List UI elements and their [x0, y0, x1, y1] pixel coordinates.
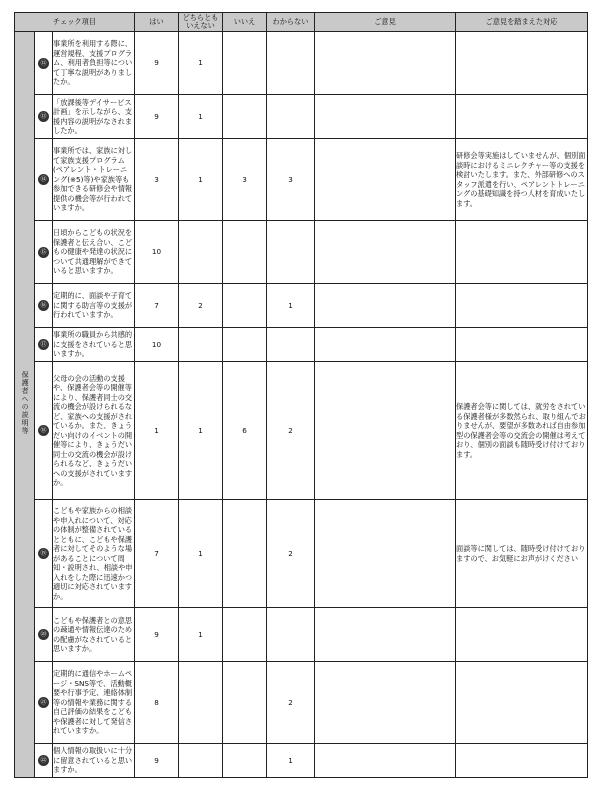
table-row	[15, 139, 588, 221]
response-cell	[456, 221, 588, 284]
item-number	[35, 221, 53, 284]
header-opinion: ご意見	[315, 13, 456, 32]
count-neither: 1	[179, 500, 223, 608]
count-unknown	[267, 95, 315, 139]
count-yes: 7	[135, 284, 179, 328]
item-number-badge: ⑱	[38, 425, 49, 436]
item-text: 個人情報の取扱いに十分に留意されていると思いますか。	[53, 744, 135, 778]
count-unknown	[267, 221, 315, 284]
item-text: 日頃からこどもの状況を保護者と伝え合い、こどもの健康や発達の状況について共通理解ができていると思いますか。	[53, 221, 135, 284]
item-number	[35, 95, 53, 139]
count-neither: 1	[179, 139, 223, 221]
table-row	[15, 608, 588, 662]
count-no	[223, 744, 267, 778]
header-neither: どちらとも いえない	[179, 13, 223, 32]
table-row	[15, 744, 588, 778]
count-neither: 1	[179, 608, 223, 662]
table-row	[15, 221, 588, 284]
item-text: 父母の会の活動の支援や、保護者会等の開催等により、保護者同士の交流の機会が設けられるなど、家族への支援がされているか。また、きょうだい向けのイベントの開催等により、きょうだい同士の交流の機会が設けられるなど、きょうだいへの支援がされていますか。	[53, 362, 135, 500]
count-neither	[179, 662, 223, 744]
header-row	[15, 13, 588, 32]
item-text: 事業所では、家族に対して家族支援プログラム(ペアレント・トレーニング(※5)等)や家族等も参加できる研修会や情報提供の機会等が行われていますか。	[53, 139, 135, 221]
table-row	[15, 284, 588, 328]
count-no	[223, 32, 267, 95]
opinion-cell	[315, 662, 456, 744]
count-unknown	[267, 32, 315, 95]
count-no: 6	[223, 362, 267, 500]
table-row	[15, 32, 588, 95]
item-number	[35, 362, 53, 500]
response-cell	[456, 328, 588, 362]
header-response: ご意見を踏まえた対応	[456, 13, 588, 32]
count-neither: 1	[179, 95, 223, 139]
table-row	[15, 362, 588, 500]
count-unknown: 2	[267, 662, 315, 744]
item-number	[35, 744, 53, 778]
count-yes: 1	[135, 362, 179, 500]
response-cell: 面談等に関しては、随時受け付けておりますので、お気軽にお声がけください	[456, 500, 588, 608]
response-cell	[456, 32, 588, 95]
header-item: チェック項目	[15, 13, 135, 32]
count-yes: 10	[135, 221, 179, 284]
count-no	[223, 662, 267, 744]
item-number-badge: ⑰	[38, 339, 49, 350]
header-unknown: わからない	[267, 13, 315, 32]
count-yes: 9	[135, 608, 179, 662]
count-yes: 8	[135, 662, 179, 744]
count-neither: 1	[179, 32, 223, 95]
count-neither: 1	[179, 362, 223, 500]
header-no: いいえ	[223, 13, 267, 32]
item-text: 事業所の職員から共感的に支援をされていると思いますか。	[53, 328, 135, 362]
count-unknown	[267, 328, 315, 362]
item-number-badge: ⑯	[38, 300, 49, 311]
opinion-cell	[315, 608, 456, 662]
item-number-badge: ⑮	[38, 247, 49, 258]
count-yes: 3	[135, 139, 179, 221]
response-cell	[456, 284, 588, 328]
response-cell	[456, 744, 588, 778]
count-no	[223, 500, 267, 608]
opinion-cell	[315, 328, 456, 362]
item-text: こどもや保護者との意思の疎通や情報伝達のための配慮がなされていると思いますか。	[53, 608, 135, 662]
item-text: こどもや家族からの相談や申入れについて、対応の体制が整備されているとともに、こどもや保護者に対してそのような場があることについて周知・説明され、相談や申入れをした際に迅速かつ適切に対応されていますか。	[53, 500, 135, 608]
table-row	[15, 500, 588, 608]
count-no	[223, 221, 267, 284]
count-no	[223, 284, 267, 328]
opinion-cell	[315, 139, 456, 221]
count-no: 3	[223, 139, 267, 221]
survey-body	[15, 32, 588, 778]
opinion-cell	[315, 32, 456, 95]
item-number-badge: ㉑	[38, 697, 49, 708]
opinion-cell	[315, 284, 456, 328]
count-unknown: 2	[267, 362, 315, 500]
count-yes: 9	[135, 744, 179, 778]
category-label	[15, 32, 35, 778]
table-row	[15, 662, 588, 744]
item-number-badge: ⑲	[38, 548, 49, 559]
item-text: 定期的に通信やホームページ・SNS等で、活動概要や行事予定、連絡体制等の情報や業務に関する自己評価の結果をこどもや保護者に対して発信されていますか。	[53, 662, 135, 744]
item-number-badge: ㉒	[38, 755, 49, 766]
count-yes: 9	[135, 32, 179, 95]
count-neither	[179, 221, 223, 284]
count-yes: 10	[135, 328, 179, 362]
category-text: 保護者への説明等	[21, 371, 30, 436]
opinion-cell	[315, 744, 456, 778]
count-unknown	[267, 608, 315, 662]
count-yes: 7	[135, 500, 179, 608]
item-number-badge: ⑳	[38, 629, 49, 640]
count-unknown: 1	[267, 744, 315, 778]
header-yes: はい	[135, 13, 179, 32]
count-unknown: 1	[267, 284, 315, 328]
item-text: 事業所を利用する際に、運営規程、支援プログラム、利用者負担等について丁寧な説明がありましたか。	[53, 32, 135, 95]
item-number	[35, 608, 53, 662]
item-number	[35, 328, 53, 362]
count-neither	[179, 744, 223, 778]
response-cell: 保護者会等に関しては、就労をされている保護者様が多数然られ、取り組んでおりませんが、要望が多数あれば自由参加型の保護者会等の交流会の開催は考えており、個別の面談も随時受け付けております。	[456, 362, 588, 500]
response-cell	[456, 95, 588, 139]
item-number	[35, 284, 53, 328]
opinion-cell	[315, 362, 456, 500]
item-number	[35, 500, 53, 608]
opinion-cell	[315, 221, 456, 284]
count-no	[223, 328, 267, 362]
item-text: 定期的に、面談や子育てに関する助言等の支援が行われていますか。	[53, 284, 135, 328]
count-no	[223, 95, 267, 139]
count-yes: 9	[135, 95, 179, 139]
opinion-cell	[315, 95, 456, 139]
count-unknown: 2	[267, 500, 315, 608]
item-number	[35, 662, 53, 744]
count-neither: 2	[179, 284, 223, 328]
opinion-cell	[315, 500, 456, 608]
item-number	[35, 32, 53, 95]
table-row	[15, 328, 588, 362]
item-number-badge: ⑬	[38, 111, 49, 122]
item-number-badge: ⑭	[38, 174, 49, 185]
item-number	[35, 139, 53, 221]
response-cell	[456, 608, 588, 662]
item-number-badge: ⑫	[38, 58, 49, 69]
count-no	[223, 608, 267, 662]
count-neither	[179, 328, 223, 362]
table-row	[15, 95, 588, 139]
response-cell	[456, 662, 588, 744]
survey-table	[14, 12, 588, 778]
count-unknown: 3	[267, 139, 315, 221]
item-text: 「放課後等デイサービス計画」を示しながら、支援内容の説明がなされましたか。	[53, 95, 135, 139]
response-cell: 研修会等実施はしていませんが、個別面談時におけるミニレクチャー等の支援を検討いたします。また、外部研修へのスタッフ派遣を行い、ペアレントトレーニングの基礎知識を持つ人材を育成いたします。	[456, 139, 588, 221]
